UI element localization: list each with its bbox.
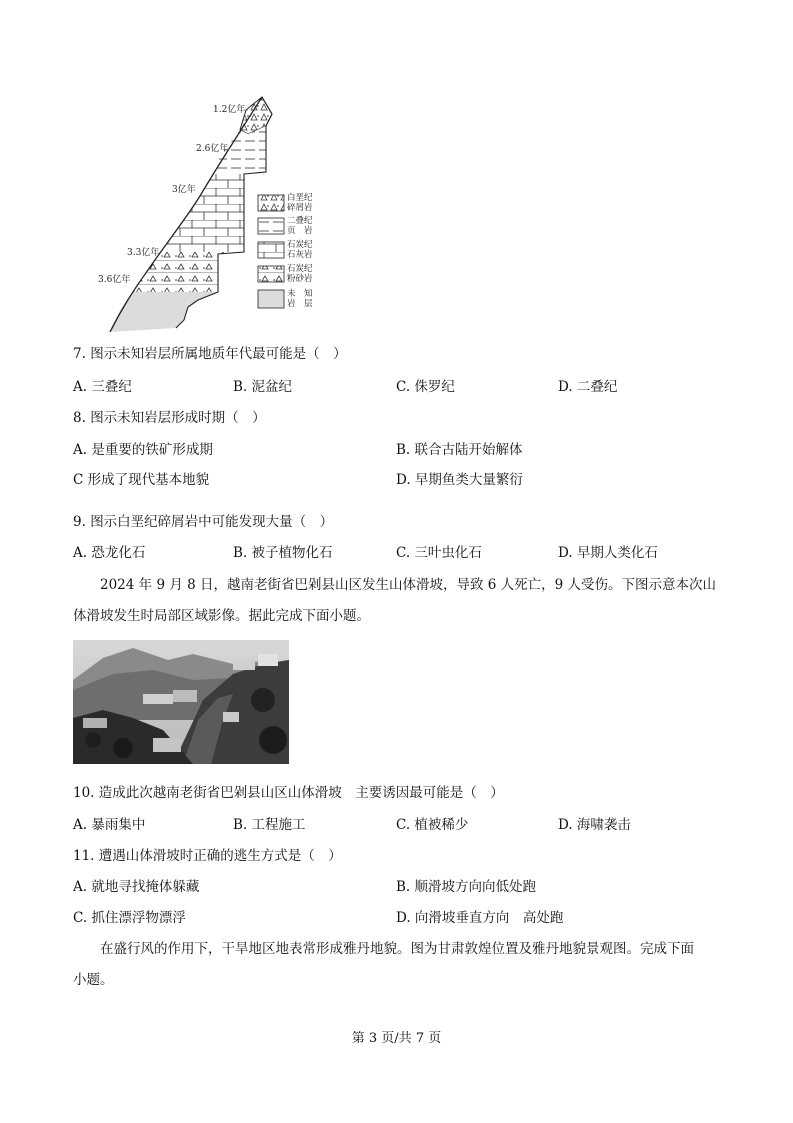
q9-option-b: B. 被子植物化石 [233,545,333,561]
question-text: 图示白垩纪碎屑岩中可能发现大量（ ） [90,514,334,530]
age-label-3: 3亿年 [172,185,196,195]
legend-label-siltstone: 石炭纪 粉砂岩 [287,264,313,284]
legend-swatch-permian [258,218,284,234]
q7-option-d: D. 二叠纪 [558,379,618,395]
legend-swatch-cretaceous [258,195,284,211]
legend-label-cretaceous: 白垩纪 碎屑岩 [287,193,313,213]
passage-1-line-2: 体滑坡发生时局部区域影像。据此完成下面小题。 [73,608,370,624]
q10-option-c: C. 植被稀少 [396,817,469,833]
layer-cretaceous-clastic [240,97,272,134]
landslide-photo-image [73,640,289,764]
age-label-4: 3.3亿年 [127,248,160,258]
layer-carboniferous-siltstone [132,252,244,292]
question-11 [73,847,342,865]
question-text: 遭遇山体滑坡时正确的逃生方式是（ ） [98,848,342,864]
passage-2-line-2: 小题。 [73,972,114,988]
q10-option-b: B. 工程施工 [233,817,306,833]
landslide-photo [73,640,289,764]
q7-option-c: C. 侏罗纪 [396,379,455,395]
q7-option-a: A. 三叠纪 [73,379,132,395]
q10-option-d: D. 海啸袭击 [558,817,631,833]
legend-label-limestone: 石炭纪 石灰岩 [287,240,313,260]
q8-option-c: C 形成了现代基本地貌 [73,472,210,488]
age-label-5: 3.6亿年 [98,275,131,285]
question-text: 造成此次越南老街省巴剁县山区山体滑坡 主要诱因最可能是（ ） [98,785,504,801]
q8-option-a: A. 是重要的铁矿形成期 [73,442,213,458]
question-number: 7. [73,346,86,362]
q11-option-b: B. 顺滑坡方向向低处跑 [396,879,537,895]
passage-1-line-1: 2024 年 9 月 8 日，越南老街省巴剁县山区发生山体滑坡，导致 6 人死亡，9 人受伤。下图示意本次山 [100,577,717,593]
question-number: 9. [73,514,86,530]
question-9 [73,513,333,531]
page-number: 第 3 页/共 7 页 [351,1031,442,1046]
question-text: 图示未知岩层所属地质年代最可能是（ ） [90,346,347,362]
question-number: 11. [73,848,95,864]
question-number: 10. [73,785,95,801]
legend-label-permian: 二叠纪 页 岩 [287,216,313,236]
question-text: 图示未知岩层形成时期（ ） [90,410,266,426]
question-10 [73,784,504,802]
legend-swatch-unknown [258,290,284,308]
question-8 [73,409,266,427]
q11-option-a: A. 就地寻找掩体躲藏 [73,879,200,895]
q8-option-b: B. 联合古陆开始解体 [396,442,523,458]
question-7 [73,345,347,363]
age-label-2: 2.6亿年 [196,144,229,154]
legend-label-unknown: 未 知 岩 层 [287,289,313,309]
q8-option-d: D. 早期鱼类大量繁衍 [396,472,523,488]
passage-2-line-1: 在盛行风的作用下，干旱地区地表常形成雅丹地貌。图为甘肃敦煌位置及雅丹地貌景观图。完成下面 [100,941,694,957]
q11-option-c: C. 抓住漂浮物漂浮 [73,910,186,926]
question-number: 8. [73,410,86,426]
q7-option-b: B. 泥盆纪 [233,379,293,395]
legend-swatch-limestone [258,242,284,258]
age-label-1: 1.2亿年 [213,105,246,115]
legend-swatch-siltstone [258,266,284,282]
q10-option-a: A. 暴雨集中 [73,817,146,833]
q9-option-c: C. 三叶虫化石 [396,545,482,561]
strata-figure [90,92,350,337]
q11-option-d: D. 向滑坡垂直方向 高处跑 [396,910,564,926]
q9-option-d: D. 早期人类化石 [558,545,658,561]
q9-option-a: A. 恐龙化石 [73,545,146,561]
